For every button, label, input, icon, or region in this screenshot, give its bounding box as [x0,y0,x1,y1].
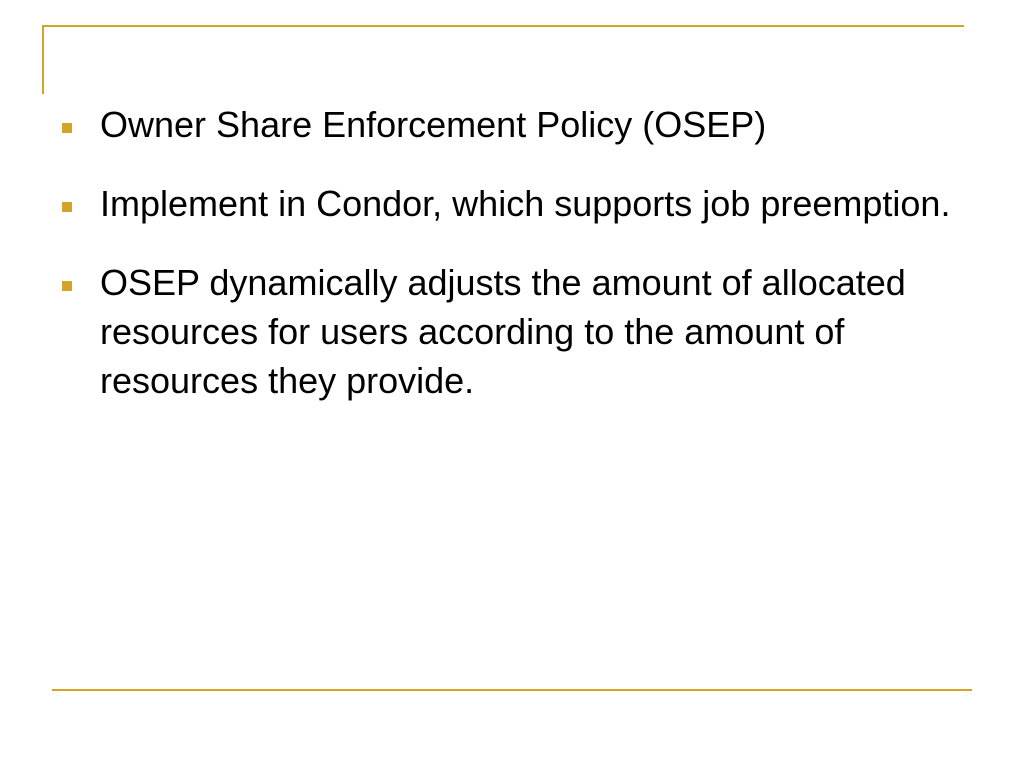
bullet-text: Implement in Condor, which supports job preemption. [100,183,951,224]
square-bullet-icon [62,281,72,291]
frame-top-rule [42,25,964,27]
bullet-item [62,179,972,228]
frame-bottom-rule [52,689,972,691]
square-bullet-icon [62,123,72,133]
square-bullet-icon [62,202,72,212]
bullet-item [62,258,972,405]
bullet-item [62,100,972,149]
bullet-list [62,100,972,435]
frame-left-rule [42,25,44,94]
bullet-text: Owner Share Enforcement Policy (OSEP) [100,104,767,145]
bullet-text: OSEP dynamically adjusts the amount of allocated resources for users according to the amount of resources they provide. [100,262,906,401]
